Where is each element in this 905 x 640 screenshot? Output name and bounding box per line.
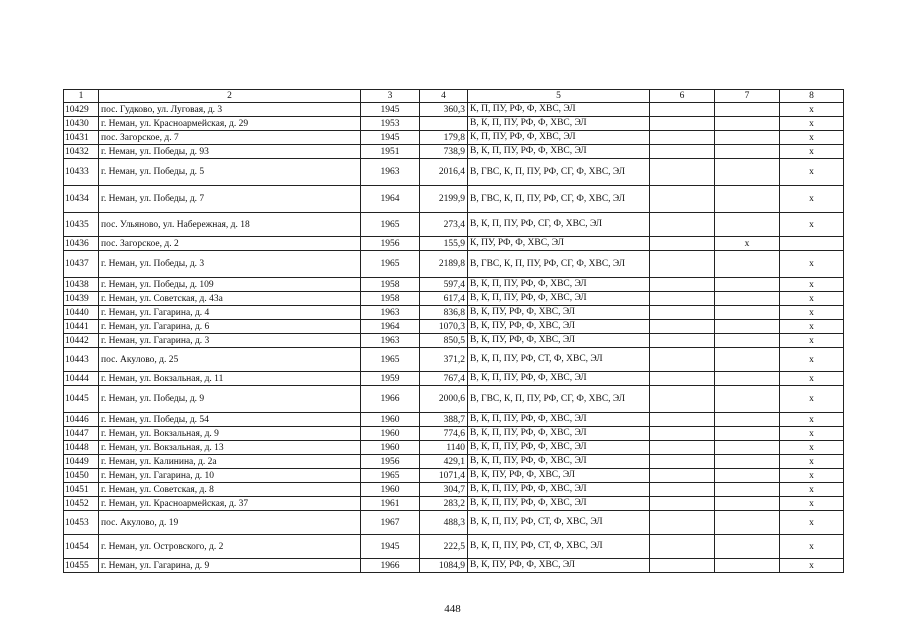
column-7-cell — [715, 334, 780, 348]
year-cell: 1966 — [361, 386, 420, 413]
column-6-cell — [650, 535, 715, 559]
column-6-cell — [650, 237, 715, 251]
address-cell: г. Неман, ул. Гагарина, д. 9 — [99, 559, 361, 573]
column-6-cell — [650, 159, 715, 186]
address-cell: г. Неман, ул. Советская, д. 43а — [99, 292, 361, 306]
row-number: 10444 — [64, 372, 99, 386]
area-cell: 1070,3 — [420, 320, 468, 334]
works-cell: В, ГВС, К, П, ПУ, РФ, СГ, Ф, ХВС, ЭЛ — [468, 159, 650, 186]
column-7-cell — [715, 497, 780, 511]
works-cell: В, К, ПУ, РФ, Ф, ХВС, ЭЛ — [468, 559, 650, 573]
housing-register-table — [63, 89, 844, 573]
row-number: 10447 — [64, 427, 99, 441]
column-6-cell — [650, 278, 715, 292]
address-cell: г. Неман, ул. Победы, д. 54 — [99, 413, 361, 427]
area-cell: 360,3 — [420, 103, 468, 117]
mark-cell: х — [780, 213, 844, 237]
mark-cell: х — [780, 413, 844, 427]
mark-cell: х — [780, 469, 844, 483]
table-row — [64, 497, 844, 511]
address-cell: г. Неман, ул. Красноармейская, д. 37 — [99, 497, 361, 511]
column-6-cell — [650, 386, 715, 413]
year-cell: 1963 — [361, 334, 420, 348]
works-cell: К, ПУ, РФ, Ф, ХВС, ЭЛ — [468, 237, 650, 251]
area-cell: 767,4 — [420, 372, 468, 386]
row-number: 10446 — [64, 413, 99, 427]
works-cell: В, К, П, ПУ, РФ, Ф, ХВС, ЭЛ — [468, 497, 650, 511]
address-cell: г. Неман, ул. Победы, д. 3 — [99, 251, 361, 278]
works-cell: В, ГВС, К, П, ПУ, РФ, СГ, Ф, ХВС, ЭЛ — [468, 251, 650, 278]
area-cell: 2016,4 — [420, 159, 468, 186]
column-6-cell — [650, 292, 715, 306]
column-6-cell — [650, 469, 715, 483]
year-cell: 1959 — [361, 372, 420, 386]
address-cell: г. Неман, ул. Гагарина, д. 4 — [99, 306, 361, 320]
address-cell: пос. Гудково, ул. Луговая, д. 3 — [99, 103, 361, 117]
row-number: 10434 — [64, 186, 99, 213]
mark-cell: х — [780, 292, 844, 306]
address-cell: г. Неман, ул. Вокзальная, д. 13 — [99, 441, 361, 455]
mark-cell: х — [780, 511, 844, 535]
year-cell: 1961 — [361, 497, 420, 511]
row-number: 10429 — [64, 103, 99, 117]
year-cell: 1951 — [361, 145, 420, 159]
works-cell: В, К, П, ПУ, РФ, Ф, ХВС, ЭЛ — [468, 278, 650, 292]
column-6-cell — [650, 511, 715, 535]
column-7-cell — [715, 145, 780, 159]
area-cell: 2199,9 — [420, 186, 468, 213]
table-row — [64, 292, 844, 306]
table-row — [64, 334, 844, 348]
row-number: 10443 — [64, 348, 99, 372]
column-7-cell — [715, 278, 780, 292]
row-number: 10448 — [64, 441, 99, 455]
year-cell: 1966 — [361, 559, 420, 573]
column-6-cell — [650, 334, 715, 348]
address-cell: пос. Ульяново, ул. Набережная, д. 18 — [99, 213, 361, 237]
works-cell: В, ГВС, К, П, ПУ, РФ, СГ, Ф, ХВС, ЭЛ — [468, 386, 650, 413]
mark-cell: х — [780, 372, 844, 386]
table-row — [64, 213, 844, 237]
row-number: 10439 — [64, 292, 99, 306]
address-cell: г. Неман, ул. Победы, д. 9 — [99, 386, 361, 413]
works-cell: В, К, П, ПУ, РФ, Ф, ХВС, ЭЛ — [468, 145, 650, 159]
row-number: 10440 — [64, 306, 99, 320]
area-cell: 850,5 — [420, 334, 468, 348]
table-row — [64, 237, 844, 251]
area-cell: 388,7 — [420, 413, 468, 427]
column-7-cell — [715, 372, 780, 386]
works-cell: К, П, ПУ, РФ, Ф, ХВС, ЭЛ — [468, 103, 650, 117]
works-cell: В, К, П, ПУ, РФ, Ф, ХВС, ЭЛ — [468, 292, 650, 306]
row-number: 10432 — [64, 145, 99, 159]
row-number: 10449 — [64, 455, 99, 469]
column-6-cell — [650, 251, 715, 278]
table-row — [64, 413, 844, 427]
row-number: 10441 — [64, 320, 99, 334]
column-7-cell — [715, 348, 780, 372]
table-row — [64, 441, 844, 455]
address-cell: г. Неман, ул. Победы, д. 93 — [99, 145, 361, 159]
mark-cell: х — [780, 386, 844, 413]
row-number: 10430 — [64, 117, 99, 131]
table-row — [64, 103, 844, 117]
area-cell: 2000,6 — [420, 386, 468, 413]
year-cell: 1956 — [361, 237, 420, 251]
column-6-cell — [650, 559, 715, 573]
address-cell: г. Неман, ул. Гагарина, д. 10 — [99, 469, 361, 483]
table-row — [64, 427, 844, 441]
works-cell: В, К, П, ПУ, РФ, СГ, Ф, ХВС, ЭЛ — [468, 213, 650, 237]
address-cell: г. Неман, ул. Калинина, д. 2а — [99, 455, 361, 469]
table-row — [64, 469, 844, 483]
address-cell: г. Неман, ул. Гагарина, д. 6 — [99, 320, 361, 334]
mark-cell: х — [780, 334, 844, 348]
column-7-cell — [715, 292, 780, 306]
table-row — [64, 511, 844, 535]
works-cell: В, К, П, ПУ, РФ, СТ, Ф, ХВС, ЭЛ — [468, 348, 650, 372]
works-cell: В, К, П, ПУ, РФ, СТ, Ф, ХВС, ЭЛ — [468, 511, 650, 535]
address-cell: г. Неман, ул. Вокзальная, д. 11 — [99, 372, 361, 386]
column-7-cell — [715, 213, 780, 237]
works-cell: К, П, ПУ, РФ, Ф, ХВС, ЭЛ — [468, 131, 650, 145]
mark-cell: х — [780, 159, 844, 186]
column-6-cell — [650, 497, 715, 511]
table-row — [64, 320, 844, 334]
area-cell: 597,4 — [420, 278, 468, 292]
works-cell: В, К, ПУ, РФ, Ф, ХВС, ЭЛ — [468, 334, 650, 348]
row-number: 10454 — [64, 535, 99, 559]
year-cell: 1960 — [361, 413, 420, 427]
works-cell: В, К, П, ПУ, РФ, Ф, ХВС, ЭЛ — [468, 413, 650, 427]
row-number: 10437 — [64, 251, 99, 278]
year-cell: 1964 — [361, 320, 420, 334]
column-7-cell — [715, 103, 780, 117]
column-6-cell — [650, 320, 715, 334]
area-cell: 222,5 — [420, 535, 468, 559]
address-cell: г. Неман, ул. Красноармейская, д. 29 — [99, 117, 361, 131]
year-cell: 1960 — [361, 441, 420, 455]
row-number: 10452 — [64, 497, 99, 511]
header-cell-8: 8 — [780, 90, 844, 103]
area-cell: 488,3 — [420, 511, 468, 535]
table-row — [64, 251, 844, 278]
header-cell-3: 3 — [361, 90, 420, 103]
table-row — [64, 348, 844, 372]
works-cell: В, К, ПУ, РФ, Ф, ХВС, ЭЛ — [468, 306, 650, 320]
table-row — [64, 159, 844, 186]
year-cell: 1945 — [361, 103, 420, 117]
column-6-cell — [650, 455, 715, 469]
works-cell: В, ГВС, К, П, ПУ, РФ, СГ, Ф, ХВС, ЭЛ — [468, 186, 650, 213]
year-cell: 1965 — [361, 469, 420, 483]
table-row — [64, 278, 844, 292]
column-6-cell — [650, 348, 715, 372]
mark-cell — [780, 237, 844, 251]
row-number: 10450 — [64, 469, 99, 483]
mark-cell: х — [780, 251, 844, 278]
header-cell-5: 5 — [468, 90, 650, 103]
works-cell: В, К, П, ПУ, РФ, Ф, ХВС, ЭЛ — [468, 441, 650, 455]
column-7-cell — [715, 117, 780, 131]
column-7-cell — [715, 306, 780, 320]
mark-cell: х — [780, 559, 844, 573]
column-7-cell — [715, 320, 780, 334]
mark-cell: х — [780, 278, 844, 292]
table-row — [64, 372, 844, 386]
mark-cell: х — [780, 145, 844, 159]
column-7-cell — [715, 159, 780, 186]
mark-cell: х — [780, 497, 844, 511]
area-cell: 283,2 — [420, 497, 468, 511]
column-6-cell — [650, 441, 715, 455]
table-row — [64, 117, 844, 131]
address-cell: пос. Акулово, д. 19 — [99, 511, 361, 535]
area-cell: 429,1 — [420, 455, 468, 469]
area-cell: 1084,9 — [420, 559, 468, 573]
area-cell: 836,8 — [420, 306, 468, 320]
column-7-cell — [715, 455, 780, 469]
year-cell: 1965 — [361, 251, 420, 278]
row-number: 10445 — [64, 386, 99, 413]
address-cell: пос. Загорское, д. 2 — [99, 237, 361, 251]
area-cell: 738,9 — [420, 145, 468, 159]
year-cell: 1960 — [361, 483, 420, 497]
address-cell: г. Неман, ул. Вокзальная, д. 9 — [99, 427, 361, 441]
column-6-cell — [650, 372, 715, 386]
header-row — [64, 90, 844, 103]
table-row — [64, 186, 844, 213]
address-cell: г. Неман, ул. Победы, д. 7 — [99, 186, 361, 213]
page-number: 448 — [444, 603, 461, 615]
column-7-cell — [715, 559, 780, 573]
address-cell: г. Неман, ул. Островского, д. 2 — [99, 535, 361, 559]
row-number: 10442 — [64, 334, 99, 348]
area-cell: 179,8 — [420, 131, 468, 145]
table-row — [64, 145, 844, 159]
area-cell: 1071,4 — [420, 469, 468, 483]
year-cell: 1967 — [361, 511, 420, 535]
area-cell: 371,2 — [420, 348, 468, 372]
row-number: 10451 — [64, 483, 99, 497]
mark-cell: х — [780, 348, 844, 372]
area-cell: 774,6 — [420, 427, 468, 441]
column-6-cell — [650, 213, 715, 237]
address-cell: г. Неман, ул. Победы, д. 5 — [99, 159, 361, 186]
year-cell: 1945 — [361, 535, 420, 559]
area-cell: 155,9 — [420, 237, 468, 251]
year-cell: 1964 — [361, 186, 420, 213]
year-cell: 1963 — [361, 159, 420, 186]
column-7-cell — [715, 483, 780, 497]
year-cell: 1953 — [361, 117, 420, 131]
column-7-cell — [715, 469, 780, 483]
mark-cell: х — [780, 117, 844, 131]
year-cell: 1958 — [361, 292, 420, 306]
column-6-cell — [650, 131, 715, 145]
table-row — [64, 306, 844, 320]
header-cell-1: 1 — [64, 90, 99, 103]
year-cell: 1965 — [361, 213, 420, 237]
year-cell: 1945 — [361, 131, 420, 145]
mark-cell: х — [780, 535, 844, 559]
column-6-cell — [650, 145, 715, 159]
column-7-cell — [715, 131, 780, 145]
column-7-cell — [715, 511, 780, 535]
column-7-cell — [715, 186, 780, 213]
column-7-cell — [715, 251, 780, 278]
table-row — [64, 559, 844, 573]
column-7-cell — [715, 427, 780, 441]
mark-cell: х — [780, 483, 844, 497]
area-cell: 273,4 — [420, 213, 468, 237]
header-cell-7: 7 — [715, 90, 780, 103]
column-6-cell — [650, 103, 715, 117]
address-cell: пос. Акулово, д. 25 — [99, 348, 361, 372]
works-cell: В, К, П, ПУ, РФ, Ф, ХВС, ЭЛ — [468, 427, 650, 441]
table-row — [64, 386, 844, 413]
address-cell: пос. Загорское, д. 7 — [99, 131, 361, 145]
mark-cell: х — [780, 427, 844, 441]
works-cell: В, К, П, ПУ, РФ, Ф, ХВС, ЭЛ — [468, 483, 650, 497]
works-cell: В, К, П, ПУ, РФ, Ф, ХВС, ЭЛ — [468, 117, 650, 131]
table-row — [64, 535, 844, 559]
column-6-cell — [650, 117, 715, 131]
year-cell: 1963 — [361, 306, 420, 320]
header-cell-6: 6 — [650, 90, 715, 103]
row-number: 10455 — [64, 559, 99, 573]
column-6-cell — [650, 427, 715, 441]
year-cell: 1965 — [361, 348, 420, 372]
mark-cell: х — [780, 131, 844, 145]
row-number: 10433 — [64, 159, 99, 186]
column-6-cell — [650, 483, 715, 497]
table-row — [64, 131, 844, 145]
area-cell: 617,4 — [420, 292, 468, 306]
row-number: 10438 — [64, 278, 99, 292]
column-7-cell — [715, 535, 780, 559]
mark-cell: х — [780, 441, 844, 455]
area-cell: 2189,8 — [420, 251, 468, 278]
header-cell-4: 4 — [420, 90, 468, 103]
area-cell: 304,7 — [420, 483, 468, 497]
year-cell: 1956 — [361, 455, 420, 469]
column-6-cell — [650, 306, 715, 320]
column-7-cell — [715, 441, 780, 455]
year-cell: 1958 — [361, 278, 420, 292]
year-cell: 1960 — [361, 427, 420, 441]
column-6-cell — [650, 413, 715, 427]
row-number: 10436 — [64, 237, 99, 251]
column-7-cell — [715, 386, 780, 413]
area-cell — [420, 117, 468, 131]
area-cell: 1140 — [420, 441, 468, 455]
address-cell: г. Неман, ул. Победы, д. 109 — [99, 278, 361, 292]
works-cell: В, К, П, ПУ, РФ, Ф, ХВС, ЭЛ — [468, 455, 650, 469]
column-7-cell — [715, 413, 780, 427]
works-cell: В, К, П, ПУ, РФ, СТ, Ф, ХВС, ЭЛ — [468, 535, 650, 559]
mark-cell: х — [780, 103, 844, 117]
header-cell-2: 2 — [99, 90, 361, 103]
column-7-cell: х — [715, 237, 780, 251]
column-6-cell — [650, 186, 715, 213]
works-cell: В, К, П, ПУ, РФ, Ф, ХВС, ЭЛ — [468, 372, 650, 386]
table-row — [64, 455, 844, 469]
works-cell: В, К, ПУ, РФ, Ф, ХВС, ЭЛ — [468, 469, 650, 483]
mark-cell: х — [780, 186, 844, 213]
row-number: 10431 — [64, 131, 99, 145]
works-cell: В, К, ПУ, РФ, Ф, ХВС, ЭЛ — [468, 320, 650, 334]
address-cell: г. Неман, ул. Советская, д. 8 — [99, 483, 361, 497]
table-body — [64, 90, 844, 573]
mark-cell: х — [780, 306, 844, 320]
table-row — [64, 483, 844, 497]
mark-cell: х — [780, 455, 844, 469]
row-number: 10435 — [64, 213, 99, 237]
mark-cell: х — [780, 320, 844, 334]
row-number: 10453 — [64, 511, 99, 535]
address-cell: г. Неман, ул. Гагарина, д. 3 — [99, 334, 361, 348]
